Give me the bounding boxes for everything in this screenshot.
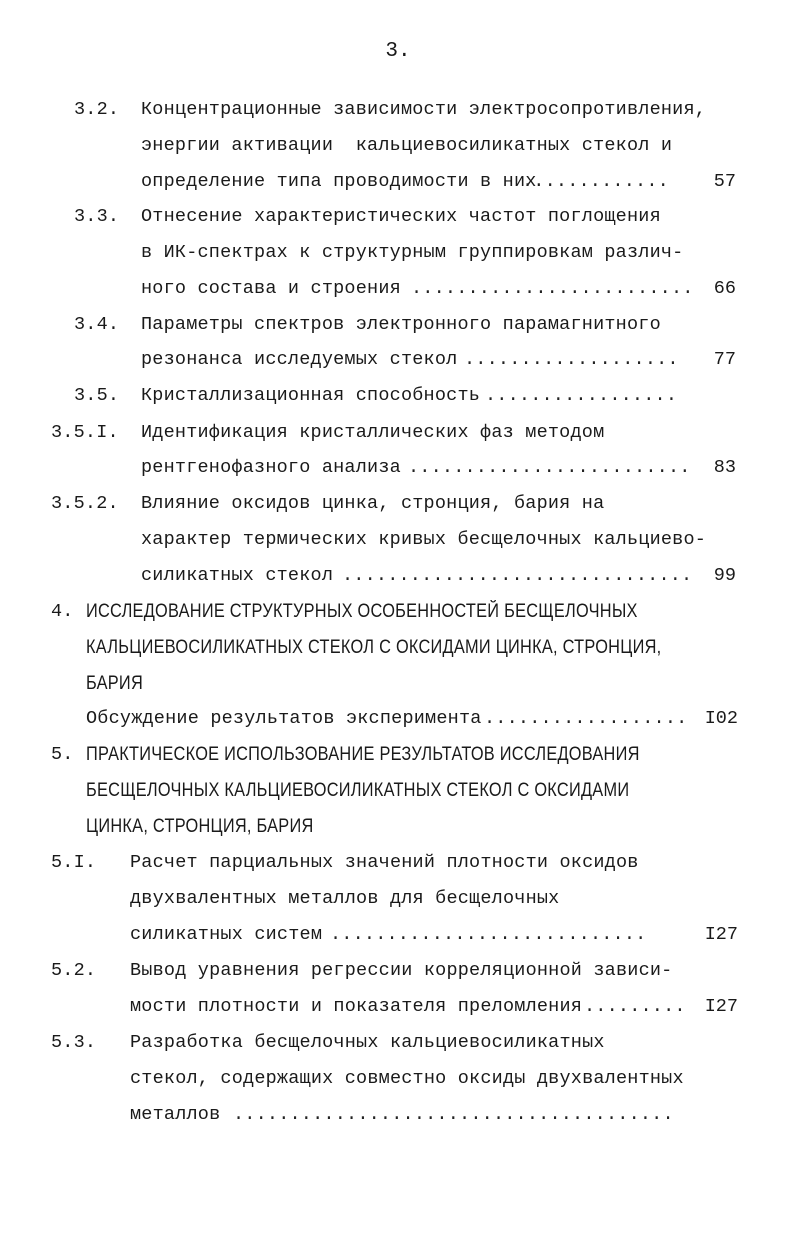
section-title-line: БАРИЯ (86, 673, 144, 694)
entry-line: стекол, содержащих совместно оксиды двухвалентных (130, 1068, 684, 1089)
page-number: 3. (385, 40, 411, 63)
leader-dots: ......................... (411, 278, 694, 299)
leader-dots: ................. (485, 385, 678, 406)
entry-line: Отнесение характеристических частот поглощения (141, 206, 661, 227)
entry-line: рентгенофазного анализа (141, 457, 401, 478)
entry-line: Расчет парциальных значений плотности оксидов (130, 852, 639, 873)
entry-line: резонанса исследуемых стекол (141, 349, 458, 370)
entry-line: в ИК-спектрах к структурным группировкам различ- (141, 242, 684, 263)
entry-line: двухвалентных металлов для бесщелочных (130, 888, 560, 909)
entry-page: 83 (713, 457, 736, 478)
entry-number: 3.3. (74, 206, 120, 227)
section-title-line: ЦИНКА, СТРОНЦИЯ, БАРИЯ (86, 816, 314, 837)
entry-line: Концентрационные зависимости электросопротивления, (141, 99, 707, 120)
entry-number: 3.5.2. (51, 493, 119, 514)
leader-dots: .................. (484, 708, 688, 729)
entry-page: I02 (704, 708, 738, 729)
entry-line: ного состава и строения (141, 278, 401, 299)
entry-number: 5. (51, 744, 74, 765)
entry-page: I27 (704, 996, 738, 1017)
section-title-line: ПРАКТИЧЕСКОЕ ИСПОЛЬЗОВАНИЕ РЕЗУЛЬТАТОВ ИССЛЕДОВАНИЯ (86, 744, 640, 765)
leader-dots: ............................... (342, 565, 693, 586)
entry-line: силикатных систем (130, 924, 323, 945)
entry-line: металлов (130, 1104, 221, 1125)
section-title-line: КАЛЬЦИЕВОСИЛИКАТНЫХ СТЕКОЛ С ОКСИДАМИ ЦИНКА, СТРОНЦИЯ, (86, 637, 662, 658)
entry-line: Разработка бесщелочных кальциевосиликатных (130, 1032, 605, 1053)
entry-number: 4. (51, 601, 74, 622)
entry-number: 5.3. (51, 1032, 97, 1053)
section-title-line: ИССЛЕДОВАНИЕ СТРУКТУРНЫХ ОСОБЕННОСТЕЙ БЕСЩЕЛОЧНЫХ (86, 601, 638, 622)
entry-number: 3.5.I. (51, 422, 119, 443)
leader-dots: ......... (584, 996, 686, 1017)
entry-line: энергии активации кальциевосиликатных стекол и (141, 135, 673, 156)
leader-dots: ......................... (408, 457, 691, 478)
section-title-line: БЕСЩЕЛОЧНЫХ КАЛЬЦИЕВОСИЛИКАТНЫХ СТЕКОЛ С ОКСИДАМИ (86, 780, 630, 801)
entry-number: 3.5. (74, 385, 120, 406)
entry-line: Вывод уравнения регрессии корреляционной зависи- (130, 960, 673, 981)
entry-line: Идентификация кристаллических фаз методом (141, 422, 605, 443)
entry-line: силикатных стекол (141, 565, 334, 586)
entry-page: 66 (713, 278, 736, 299)
entry-number: 5.I. (51, 852, 97, 873)
entry-page: 99 (713, 565, 736, 586)
entry-line: мости плотности и показателя преломления (130, 996, 583, 1017)
leader-dots: ............................ (330, 924, 647, 945)
leader-dots: ............. (522, 171, 669, 192)
entry-line: Обсуждение результатов эксперимента (86, 708, 482, 729)
entry-number: 3.2. (74, 99, 120, 120)
entry-page: 57 (713, 171, 736, 192)
entry-line: характер термических кривых бесщелочных кальциево- (141, 529, 707, 550)
leader-dots: ................... (464, 349, 679, 370)
entry-page: 77 (713, 349, 736, 370)
entry-number: 5.2. (51, 960, 97, 981)
entry-line: Влияние оксидов цинка, стронция, бария на (141, 493, 605, 514)
entry-line: Кристаллизационная способность (141, 385, 481, 406)
entry-line: определение типа проводимости в них (141, 171, 537, 192)
entry-page: I27 (704, 924, 738, 945)
leader-dots: ....................................... (233, 1104, 674, 1125)
entry-number: 3.4. (74, 314, 120, 335)
entry-line: Параметры спектров электронного парамагнитного (141, 314, 661, 335)
